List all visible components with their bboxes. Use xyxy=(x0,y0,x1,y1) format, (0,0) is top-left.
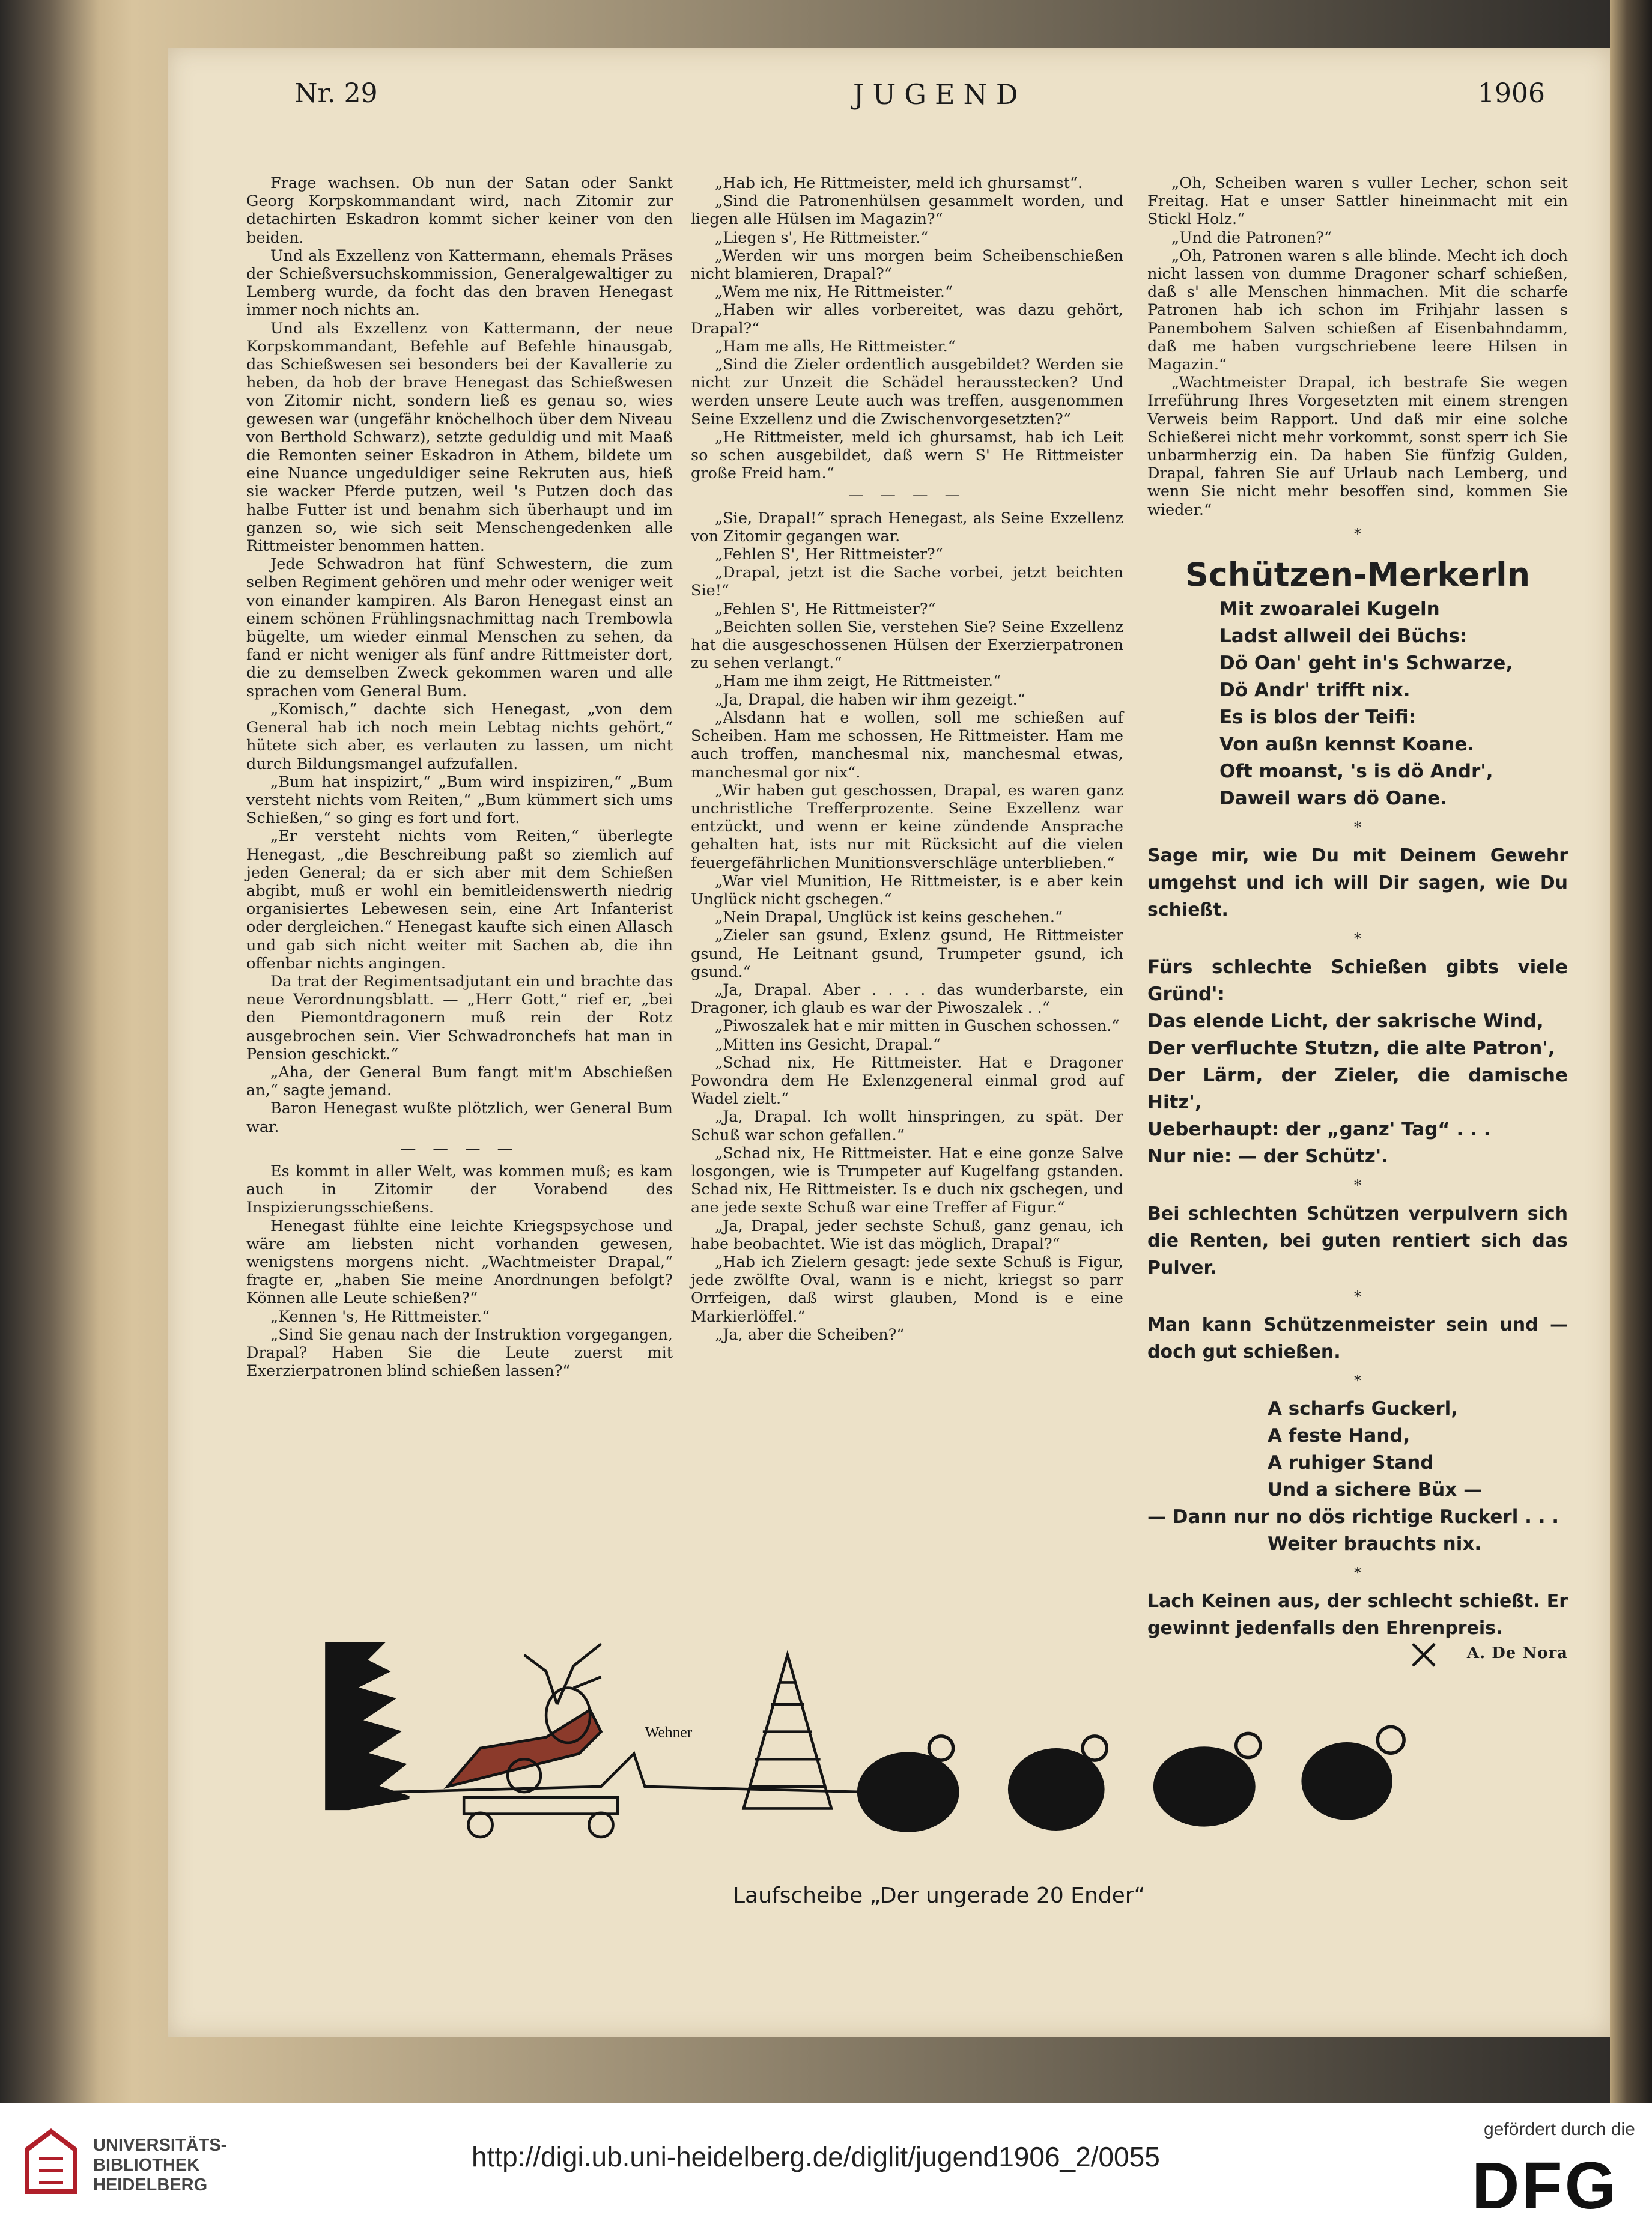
poem-line: Mit zwoaralei Kugeln xyxy=(1219,598,1440,621)
poem-line: A ruhiger Stand xyxy=(1268,1452,1434,1474)
star-divider: * xyxy=(1354,930,1361,947)
paragraph: „Mitten ins Gesicht, Drapal.“ xyxy=(715,1035,941,1054)
paragraph: „War viel Munition, He Rittmeister, is e aber kein Unglück nicht gschegen.“ xyxy=(691,872,1123,908)
paragraph: „Komisch,“ dachte sich Henegast, „von dem General hab ich noch mein Lebtag nichts gehört,“ hütete sich aber, es verlauten zu lassen, um nicht durch Bildungsmangel aufzufallen. xyxy=(246,700,673,773)
poem-line: Nur nie: — der Schütz'. xyxy=(1147,1145,1389,1167)
paragraph: „Hab ich Zielern gesagt: jede sexte Schuß is Figur, jede zwölfte Oval, wann is e nicht, kriegst so parr Orrfeigen, daß wirst glauben, Mond is e eine Markierlöffel.“ xyxy=(691,1253,1123,1326)
poem-line: Oft moanst, 's is dö Andr', xyxy=(1219,761,1493,783)
paragraph: „Ja, Drapal. Aber . . . . das wunderbarste, ein Dragoner, ich glaub es war der Piwoszalek . .“ xyxy=(691,980,1123,1018)
poem-line: — Dann nur no dös richtige Ruckerl . . . xyxy=(1147,1506,1559,1528)
star-divider: * xyxy=(1354,1287,1361,1305)
star-divider: * xyxy=(1354,1564,1361,1582)
paragraph: „Oh, Patronen waren s alle blinde. Mecht ich doch nicht lassen von dumme Dragoner scharf schießen, daß s' alle Menschen hinmachen. Mit die scharfe Patronen hab ich schon im Frihjahr lassen s Panembohem Salven schießen af Eisenbahndamm, daß me haben vurgschriebene leere Hilsen in Magazin.“ xyxy=(1147,246,1568,374)
paragraph: Es kommt in aller Welt, was kommen muß; es kam auch in Zitomir der Vorabend des Inspizierungsschießens. xyxy=(246,1162,673,1217)
funding-note: gefördert durch die xyxy=(1484,2119,1635,2139)
paragraph: „Alsdann hat e wollen, soll me schießen auf Scheiben. Ham me schossen, He Rittmeister. Ham me auch troffen, manchesmal nix, manchesmal etwas, manchesmal gor nix“. xyxy=(691,708,1123,782)
paragraph: „Er versteht nichts vom Reiten,“ überlegte Henegast, „die Beschreibung paßt so ziemlich auf jeden General; da er sich aber mit dem Schießen abgibt, muß er wohl ein bemitleidenswerth niedrig organisiertes Lebewesen sein, eine Art Infanterist oder dergleichen.“ Henegast kaufte sich einen Allasch und gab sich nicht weiter mit Sachen ab, die ihn offenbar nichts angingen. xyxy=(246,827,673,973)
poem-line: Weiter brauchts nix. xyxy=(1268,1533,1482,1555)
paragraph: „Sind die Patronenhülsen gesammelt worden, und liegen alle Hülsen im Magazin?“ xyxy=(691,192,1123,229)
star-divider: * xyxy=(1354,819,1361,836)
poem-line: Und a sichere Büx — xyxy=(1268,1479,1483,1501)
paragraph: Da trat der Regimentsadjutant ein und brachte das neue Verordnungsblatt. — „Herr Gott,“ rief er, „bei den Piemontdragonern muß rein der Rotz ausgebrochen sein. Vier Schwadronchefs hat man in Pension geschickt.“ xyxy=(246,972,673,1063)
column-2 xyxy=(691,174,1123,1344)
paragraph: „Piwoszalek hat e mir mitten in Guschen schossen.“ xyxy=(715,1017,1120,1036)
paragraph: „Bum hat inspizirt,“ „Bum wird inspiziren,“ „Bum versteht nichts vom Reiten,“ „Bum kümmert sich ums Schießen,“ so ging es fort und fort. xyxy=(246,773,673,828)
poem-line: Der Lärm, der Zieler, die damische Hitz', xyxy=(1147,1064,1568,1113)
paragraph: „Ja, Drapal. Ich wollt hinspringen, zu spät. Der Schuß war schon gefallen.“ xyxy=(691,1108,1123,1144)
paragraph: „Aha, der General Bum fangt mit'm Abschießen an,“ sagte jemand. xyxy=(246,1063,673,1100)
illustration-caption: Laufscheibe „Der ungerade 20 Ender“ xyxy=(733,1883,1146,1908)
paragraph: „Oh, Scheiben waren s vuller Lecher, schon seit Freitag. Hat e unser Sattler hineinmacht mit ein Stickl Holz.“ xyxy=(1147,174,1568,229)
paragraph: „Schad nix, He Rittmeister. Hat e eine gonze Salve losgongen, wie is Trumpeter auf Kugelfang gstanden. Schad nix, He Rittmeister. Is e duch nix gschegen, und ane jede sexte Schuß war eine Treffer af Figur.“ xyxy=(691,1144,1123,1217)
paragraph: Jede Schwadron hat fünf Schwestern, die zum selben Regiment gehören und mehr oder weniger weit von einander kampiren. Als Baron Henegast einst an einem schönen Frühlingsnachmittag nach Trembowla bügelte, um wieder einmal Menschen zu sehen, da fand er nicht weniger als fünf andre Rittmeister dort, die zu demselben Zweck gekommen waren und alle sprachen vom General Bum. xyxy=(246,555,673,700)
paragraph: „Wir haben gut geschossen, Drapal, es waren ganz unchristliche Trefferprozente. Seine Exzellenz war entzückt, und wenn er keine zündende Ansprache gehalten hat, ists nur mit Rücksicht auf die vielen feuergefährlichen Munitionsverschläge unterblieben.“ xyxy=(691,781,1123,872)
star-divider: * xyxy=(1354,1372,1361,1390)
section-separator: — — — — xyxy=(400,1139,519,1158)
column-3 xyxy=(1147,174,1568,1663)
target-figure-2 xyxy=(1010,1750,1103,1829)
paragraph: „Hab ich, He Rittmeister, meld ich ghursamst“. xyxy=(715,174,1083,192)
magazine-title: JUGEND xyxy=(853,78,1027,111)
paragraph: „Liegen s', He Rittmeister.“ xyxy=(715,228,929,247)
tree-left-icon xyxy=(327,1644,409,1809)
paragraph: „Kennen 's, He Rittmeister.“ xyxy=(270,1307,490,1326)
verse: Bei schlechten Schützen verpulvern sich die Renten, bei guten rentiert sich das Pulver. xyxy=(1147,1203,1568,1278)
star-divider: * xyxy=(1354,525,1361,542)
book-right-edge xyxy=(1610,0,1652,2103)
library-logo-icon xyxy=(21,2125,80,2198)
library-name-line: BIBLIOTHEK xyxy=(93,2156,200,2175)
poem-line: Fürs schlechte Schießen gibts viele Gründ': xyxy=(1147,956,1568,1005)
poem-stanza xyxy=(1147,1396,1568,1558)
paragraph: „He Rittmeister, meld ich ghursamst, hab ich Leit so schen ausgebildet, daß wern S' He Rittmeister große Freid ham.“ xyxy=(691,428,1123,483)
permalink-url[interactable]: http://digi.ub.uni-heidelberg.de/diglit/jugend1906_2/0055 xyxy=(472,2141,1160,2172)
poem-line: Ueberhaupt: der „ganz' Tag“ . . . xyxy=(1147,1118,1491,1140)
issue-number: Nr. 29 xyxy=(294,78,378,109)
paragraph: Baron Henegast wußte plötzlich, wer General Bum war. xyxy=(246,1099,673,1136)
poem-line: A feste Hand, xyxy=(1268,1425,1411,1447)
poem-line: Dö Oan' geht in's Schwarze, xyxy=(1219,652,1513,675)
poem-stanza xyxy=(1147,954,1568,1170)
paragraph: „Ham me alls, He Rittmeister.“ xyxy=(715,337,956,356)
paragraph: „Sind Sie genau nach der Instruktion vorgegangen, Drapal? Haben Sie die Leute zuerst mit Exerzierpatronen blind schießen lassen?“ xyxy=(246,1325,673,1381)
artist-signature: Wehner xyxy=(645,1723,693,1741)
paragraph: „Drapal, jetzt ist die Sache vorbei, jetzt beichten Sie!“ xyxy=(691,564,1123,600)
star-divider: * xyxy=(1354,1176,1361,1194)
author-signature: A. De Nora xyxy=(1466,1644,1568,1663)
poem-line: Es is blos der Teifi: xyxy=(1219,706,1416,729)
paragraph: „Ja, aber die Scheiben?“ xyxy=(715,1325,905,1344)
paragraph: „Wachtmeister Drapal, ich bestrafe Sie wegen Irreführung Ihres Vorgesetzten mit einem strengen Verweis beim Rapport. Und daß mir eine solche Schießerei nicht mehr vorkommt, sonst sperr ich Sie unbarmherzig ein. Da haben Sie fünfzig Gulden, Drapal, fahren Sie auf Urlaub nach Lemberg, und wenn Sie nicht mehr besoffen sind, kommen Sie wieder.“ xyxy=(1147,374,1568,519)
column-1 xyxy=(246,174,673,1380)
verse: Sage mir, wie Du mit Deinem Gewehr umgehst und ich will Dir sagen, wie Du schießt. xyxy=(1147,845,1568,921)
poem-stanza xyxy=(1147,596,1568,812)
paragraph: „Ja, Drapal, die haben wir ihm gezeigt.“ xyxy=(715,690,1025,709)
verse: Lach Keinen aus, der schlecht schießt. Er gewinnt jedenfalls den Ehrenpreis. xyxy=(1147,1591,1568,1639)
poem-line: Dö Andr' trifft nix. xyxy=(1219,679,1411,702)
poem-title: Schützen-Merkerln xyxy=(1185,556,1531,594)
library-name xyxy=(93,2136,226,2195)
library-name-line: HEIDELBERG xyxy=(93,2175,208,2195)
paragraph: Frage wachsen. Ob nun der Satan oder Sankt Georg Korpskommandant wird, nach Zitomir zur detachirten Eskadron kommt sicher keiner von den beiden. xyxy=(246,174,673,247)
dfg-logo: DFG xyxy=(1472,2149,1619,2223)
target-figure-4 xyxy=(1303,1744,1391,1818)
poem-line: Der verfluchte Stutzn, die alte Patron', xyxy=(1147,1037,1555,1059)
poem-line: Ladst allweil dei Büchs: xyxy=(1219,625,1468,648)
paragraph: „Schad nix, He Rittmeister. Hat e Dragoner Powondra dem He Exlenzgeneral einmal grod auf Wadel zielt.“ xyxy=(691,1053,1123,1108)
paragraph: „Beichten sollen Sie, verstehen Sie? Seine Exzellenz hat die ausgeschossenen Hülsen der Exerzierpatronen zu sehen verlangt.“ xyxy=(691,618,1123,673)
poem-line: A scharfs Guckerl, xyxy=(1268,1398,1459,1420)
illustration xyxy=(258,1622,1580,1874)
year: 1906 xyxy=(1478,78,1545,109)
paragraph: „Fehlen S', He Rittmeister?“ xyxy=(715,600,936,618)
paragraph: „Fehlen S', Her Rittmeister?“ xyxy=(715,545,943,564)
poem-line: Von außn kennst Koane. xyxy=(1219,734,1475,756)
paragraph: Und als Exzellenz von Kattermann, ehemals Präses der Schießversuchskommission, Generalgewaltiger zu Lemberg wurde, da focht das den braven Henegast immer noch nichts an. xyxy=(246,246,673,320)
paragraph: „Werden wir uns morgen beim Scheibenschießen nicht blamieren, Drapal?“ xyxy=(691,246,1123,284)
poem-line: Das elende Licht, der sakrische Wind, xyxy=(1147,1010,1544,1032)
verse: Man kann Schützenmeister sein und — doch gut schießen. xyxy=(1147,1314,1568,1363)
paragraph: „Und die Patronen?“ xyxy=(1171,228,1332,247)
paragraph: „Nein Drapal, Unglück ist keins geschehen.“ xyxy=(715,908,1063,927)
paragraph: Und als Exzellenz von Kattermann, der neue Korpskommandant, Befehle auf Befehle hinausgab, das Schießwesen sei besonders bei der Kavallerie zu heben, da hob der brave Henegast das Schießwesen von Zitomir nicht, sondern ließ es genau so, wies gewesen war (ungefähr knöchelhoch über dem Niveau von Berthold Schwarz), setzte geduldig und mit Maaß die Remonten seiner Eskadron in Athem, bildete um eine Nuance ungeduldiger seine Rekruten aus, hieß sie wacker Pferde putzen, weil 's Putzen doch das halbe Futter ist und benahm sich überhaupt und im ganzen so, wie sich seit Menschengedenken alle Rittmeister benommen hatten. xyxy=(246,319,673,556)
target-figure-3 xyxy=(1155,1748,1254,1825)
paragraph: „Haben wir alles vorbereitet, was dazu gehört, Drapal?“ xyxy=(691,301,1123,338)
library-name-line: UNIVERSITÄTS- xyxy=(93,2136,227,2155)
paragraph: „Ham me ihm zeigt, He Rittmeister.“ xyxy=(715,672,1001,691)
paragraph: „Ja, Drapal, jeder sechste Schuß, ganz genau, ich habe beobachtet. Wie ist das möglich, Drapal?“ xyxy=(691,1217,1123,1253)
paragraph: „Zieler san gsund, Exlenz gsund, He Rittmeister gsund, He Leitnant gsund, Trumpeter gsund, ich gsund.“ xyxy=(691,926,1123,981)
target-figure-1 xyxy=(859,1754,958,1831)
paragraph: „Sind die Zieler ordentlich ausgebildet? Werden sie nicht zur Unzeit die Schädel herausstecken? Und werden unsere Leute auch was treffen, ausgenommen Seine Exzellenz und die Zwischenvorgesetzten?“ xyxy=(691,356,1123,428)
section-separator: — — — — xyxy=(848,486,967,505)
paragraph: „Wem me nix, He Rittmeister.“ xyxy=(715,283,953,302)
poem-line: Daweil wars dö Oane. xyxy=(1219,788,1447,810)
paragraph: Henegast fühlte eine leichte Kriegspsychose und wäre am liebsten nicht vorhanden gewesen, wenigstens morgens nicht. „Wachtmeister Drapal,“ fragte er, „haben Sie meine Anordnungen befolgt? Können alle Leute schießen?“ xyxy=(246,1217,673,1308)
paragraph: „Sie, Drapal!“ sprach Henegast, als Seine Exzellenz von Zitomir gegangen war. xyxy=(691,509,1123,545)
